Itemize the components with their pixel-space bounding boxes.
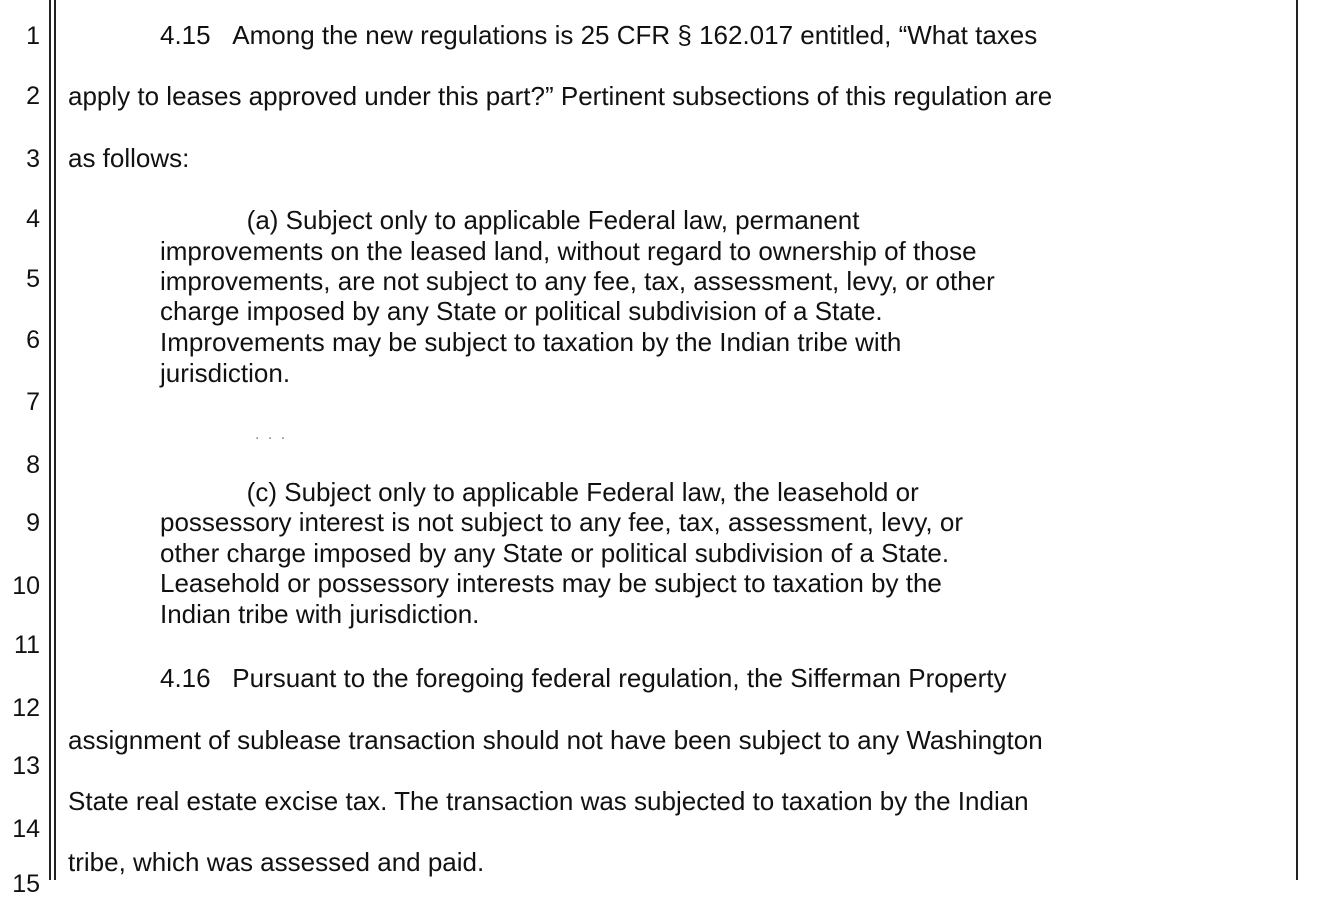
para-4-15-line-2: apply to leases approved under this part?” Pertinent subsections of this regulation are — [68, 81, 1053, 111]
quote-c-line: (c) Subject only to applicable Federal law, the leasehold or — [160, 477, 919, 507]
para-4-16-line-2: assignment of sublease transaction should not have been subject to any Washington — [68, 725, 1043, 755]
line-number-8: 8 — [26, 451, 40, 479]
omission-ellipsis: . . . — [255, 426, 288, 443]
para-4-16-line-4: tribe, which was assessed and paid. — [68, 847, 485, 877]
para-4-15-line-1: 4.15 Among the new regulations is 25 CFR § 162.017 entitled, “What taxes — [160, 20, 1038, 50]
right-margin-rule — [1296, 0, 1298, 880]
line-number-1: 1 — [26, 22, 40, 50]
line-number-13: 13 — [12, 752, 40, 780]
line-number-10: 10 — [12, 572, 40, 600]
line-number-15: 15 — [12, 870, 40, 898]
quote-a-line: improvements, are not subject to any fee, tax, assessment, levy, or other — [160, 266, 995, 296]
line-number-5: 5 — [26, 265, 40, 293]
line-number-6: 6 — [26, 326, 40, 354]
quote-a-line: Improvements may be subject to taxation by the Indian tribe with — [160, 327, 902, 357]
quote-a-line: charge imposed by any State or political subdivision of a State. — [160, 296, 883, 326]
line-number-14: 14 — [12, 815, 40, 843]
para-4-16-line-3: State real estate excise tax. The transaction was subjected to taxation by the Indian — [68, 786, 1029, 816]
quote-c-line: other charge imposed by any State or political subdivision of a State. — [160, 538, 950, 568]
line-number-12: 12 — [12, 694, 40, 722]
line-number-4: 4 — [26, 205, 40, 233]
para-4-15-line-3: as follows: — [68, 143, 190, 173]
left-margin-rule-outer — [49, 0, 51, 880]
quote-c-line: possessory interest is not subject to any fee, tax, assessment, levy, or — [160, 507, 963, 537]
line-number-7: 7 — [26, 388, 40, 416]
left-margin-rule-inner — [54, 0, 56, 880]
quote-a-line: (a) Subject only to applicable Federal law, permanent — [160, 205, 860, 235]
quote-c-line: Leasehold or possessory interests may be subject to taxation by the — [160, 568, 942, 598]
para-4-16-line-1: 4.16 Pursuant to the foregoing federal regulation, the Sifferman Property — [160, 663, 1007, 693]
quote-c-line: Indian tribe with jurisdiction. — [160, 599, 480, 629]
line-number-9: 9 — [26, 509, 40, 537]
line-number-11: 11 — [14, 631, 40, 659]
quote-a-line: jurisdiction. — [160, 358, 291, 388]
line-number-2: 2 — [26, 82, 40, 110]
quote-a-line: improvements on the leased land, without regard to ownership of those — [160, 236, 977, 266]
line-number-3: 3 — [26, 145, 40, 173]
